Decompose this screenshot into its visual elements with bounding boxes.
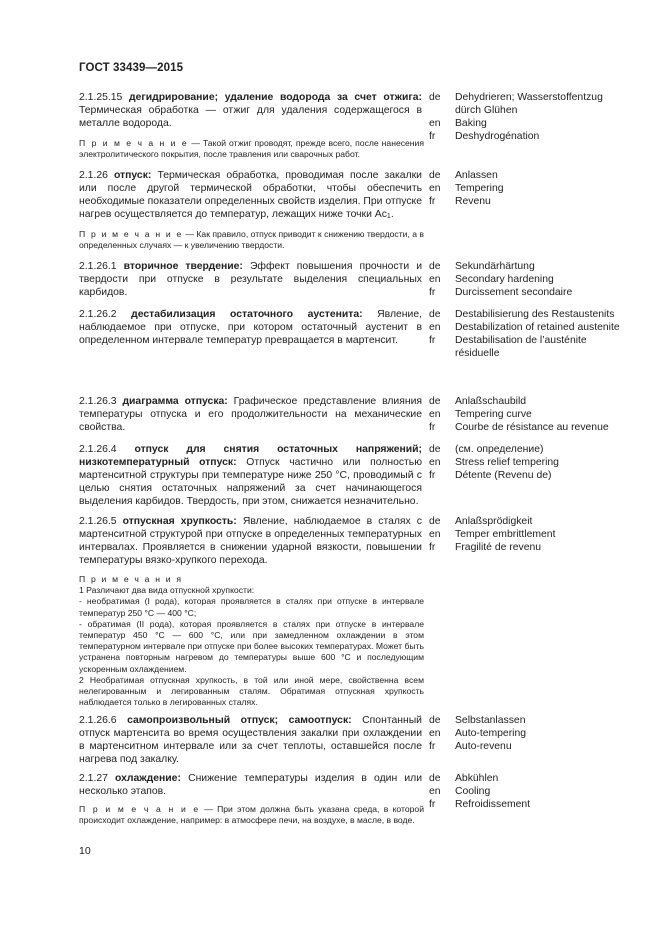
note	[79, 229, 424, 251]
term-title: дегидрирование; удаление водорода за счет отжига:	[129, 92, 422, 103]
term-entry-2-1-26-3	[79, 395, 619, 434]
lang-code-de: de	[429, 516, 441, 527]
lang-code-fr: fr	[429, 335, 436, 347]
translations	[429, 714, 629, 753]
lang-code-fr: fr	[429, 196, 436, 208]
term-title: самопроизвольный отпуск; самоотпуск:	[127, 715, 352, 726]
lang-code-fr: fr	[429, 131, 436, 143]
note-label: П р и м е ч а н и е	[79, 138, 189, 148]
translations	[429, 443, 629, 482]
note-item: 2 Необратимая отпускная хрупкость, в той или иной мере, свойственна всем нелегированным и легированным сталям. Обратимая отпускная хрупкость наблюдается только в легированных сталях.	[79, 674, 424, 708]
lang-code-en: en	[429, 529, 441, 541]
note-item: 1 Различают два вида отпускной хрупкости:	[79, 585, 255, 596]
term-title: дестабилизация остаточного аустенита:	[131, 309, 363, 320]
lang-code-en: en	[429, 274, 441, 286]
note-text: — Такой отжиг проводят, прежде всего, после нанесения электролитического покрытия, после травления или сварочных работ.	[79, 138, 424, 160]
translations	[429, 772, 629, 811]
note	[79, 804, 424, 826]
term-de: Abkühlen	[455, 773, 499, 784]
lang-code-fr: fr	[429, 287, 436, 299]
term-fr: Revenu	[455, 196, 491, 208]
note-item: - необратимая (I рода), которая проявляется в сталях при отпуске в интервале температур 250 °С — 400 °С;	[79, 596, 424, 618]
term-en: Auto-tempering	[455, 728, 527, 740]
term-number: 2.1.26.1	[79, 261, 117, 272]
lang-code-de: de	[429, 444, 441, 455]
lang-code-de: de	[429, 170, 441, 181]
note-label: П р и м е ч а н и е	[79, 804, 200, 814]
term-number: 2.1.26	[79, 170, 108, 181]
term-number: 2.1.26.5	[79, 516, 117, 527]
term-number: 2.1.26.4	[79, 444, 117, 455]
notes-heading: П р и м е ч а н и я	[79, 574, 183, 584]
term-en: Baking	[455, 118, 487, 130]
term-fr: Refroidissement	[455, 799, 531, 811]
definition-text: Графическое представление влияния температуры отпуска и его продолжительности на механические свойства.	[79, 396, 423, 434]
lang-code-fr: fr	[429, 741, 436, 753]
term-en: Tempering	[455, 183, 504, 195]
term-title: вторичное твердение:	[123, 261, 243, 272]
lang-code-de: de	[429, 715, 441, 726]
term-entry-2-1-26-6	[79, 714, 619, 766]
term-definition	[79, 772, 422, 798]
term-number: 2.1.26.6	[79, 715, 117, 726]
term-de: Anlaßschaubild	[455, 396, 527, 407]
lang-code-de: de	[429, 309, 441, 320]
term-definition	[79, 395, 422, 434]
definition-text: Снижение температуры изделия в один или несколько этапов.	[79, 773, 422, 798]
lang-code-fr: fr	[429, 470, 436, 482]
lang-code-fr: fr	[429, 542, 436, 554]
page-number: 10	[79, 845, 91, 857]
term-entry-2-1-26	[79, 169, 619, 223]
term-title: отпуск для снятия остаточных напряжений; низкотемпературный отпуск:	[79, 444, 422, 469]
translations	[429, 515, 629, 554]
term-de: Anlaßsprödigkeit	[455, 516, 533, 527]
term-de: Selbstanlassen	[455, 715, 526, 726]
term-en: Destabilization of retained austenite	[455, 322, 620, 334]
lang-code-en: en	[429, 409, 441, 421]
term-definition	[79, 260, 422, 299]
note-text: — При этом должна быть указана среда, в которой происходит охлаждение, например: в атмосфере печи, на воздухе, в масле, в воде.	[79, 804, 424, 826]
term-definition	[79, 169, 422, 223]
term-en: Cooling	[455, 786, 491, 798]
term-en: Secondary hardening	[455, 274, 554, 286]
term-number: 2.1.27	[79, 773, 108, 784]
definition-subscript: 1	[386, 213, 391, 221]
term-title: охлаждение:	[115, 773, 181, 784]
definition-text: Явление, наблюдаемое в сталях с мартенситной структурой при отпуске в определенных температурных интервалах. Проявляется в снижении ударной вязкости, повышении температуры вязко-хрупкого перехода.	[79, 516, 422, 567]
term-number: 2.1.26.3	[79, 396, 117, 407]
term-en: Temper embrittlement	[455, 529, 556, 541]
term-entry-2-1-26-2	[79, 308, 620, 360]
term-title: отпускная хрупкость:	[122, 516, 237, 527]
term-fr: Courbe de résistance au revenue	[455, 422, 609, 434]
note-text: — Как правило, отпуск приводит к снижению твердости, а в определенных случаях — к увеличению твердости.	[79, 229, 424, 251]
term-definition	[79, 443, 422, 508]
term-fr: Durcissement secondaire	[455, 287, 573, 299]
lang-code-en: en	[429, 728, 441, 740]
lang-code-en: en	[429, 118, 441, 130]
translations	[429, 308, 629, 360]
document-header: ГОСТ 33439—2015	[79, 62, 184, 74]
term-definition	[79, 515, 422, 567]
translations	[429, 169, 629, 208]
term-de: Sekundärhärtung	[455, 261, 535, 272]
lang-code-en: en	[429, 183, 441, 195]
term-de: (см. определение)	[455, 444, 544, 455]
term-entry-2-1-26-4	[79, 443, 619, 508]
term-definition	[79, 714, 422, 766]
note-label: П р и м е ч а н и е	[79, 229, 183, 239]
translations	[429, 91, 629, 143]
definition-text: Эффект повышения прочности и твердости при отпуске в результате выделения специальных карбидов.	[79, 261, 423, 299]
lang-code-en: en	[429, 786, 441, 798]
translations	[429, 395, 629, 434]
term-fr: Fragilité de revenu	[455, 542, 542, 554]
term-de: Destabilisierung des Restaustenits	[455, 309, 615, 320]
term-title: отпуск:	[113, 170, 152, 181]
definition-text: Явление, наблюдаемое при отпуске, при котором остаточный аустенит в определенном интервале температур превращается в мартенсит.	[79, 309, 422, 347]
definition-text: Отпуск частично или полностью мартенситной структуры при температуре ниже 250 °С, проводимый с целью снятия остаточных напряжений за счет начинающегося выделения карбидов. Твердость, при этом, снижается незначительно.	[79, 457, 423, 508]
lang-code-de: de	[429, 92, 441, 103]
term-fr: Auto-revenu	[455, 741, 512, 753]
term-en: Tempering curve	[455, 409, 532, 421]
term-entry-2-1-26-5	[79, 515, 619, 567]
term-fr: Destabilisation de l’austénite résiduelle	[455, 335, 587, 360]
lang-code-fr: fr	[429, 799, 436, 811]
term-definition	[79, 308, 422, 347]
term-entry-2-1-26-1	[79, 260, 619, 299]
definition-text: Термическая обработка, проводимая после закалки или после другой термической обработки, чтобы обеспечить необходимые показатели определенных свойств изделия. При отпуске нагрев осуществляется до температур, лежащих ниже точки Ас	[79, 170, 422, 221]
definition-text: Термическая обработка — отжиг для удаления содержащегося в металле водорода.	[79, 105, 422, 130]
translations	[429, 260, 629, 299]
lang-code-de: de	[429, 396, 441, 407]
term-en: Stress relief tempering	[455, 457, 559, 469]
lang-code-de: de	[429, 261, 441, 272]
term-fr: Détente (Revenu de)	[455, 470, 552, 482]
lang-code-en: en	[429, 457, 441, 469]
notes-block	[79, 574, 424, 708]
lang-code-en: en	[429, 322, 441, 334]
term-de: Dehydrieren; Wasserstoffentzug dürch Glühen	[455, 92, 603, 117]
term-number: 2.1.26.2	[79, 309, 117, 320]
term-number: 2.1.25.15	[79, 92, 123, 103]
term-fr: Deshydrogénation	[455, 131, 540, 143]
term-de: Anlassen	[455, 170, 498, 181]
lang-code-de: de	[429, 773, 441, 784]
term-definition	[79, 91, 422, 130]
term-title: диаграмма отпуска:	[122, 396, 228, 407]
note	[79, 138, 424, 160]
definition-text: Спонтанный отпуск мартенсита во время осуществления закалки при охлаждении в мартенситном интервале или за счет теплоты, оставшейся после нагрева под закалку.	[79, 715, 422, 766]
lang-code-fr: fr	[429, 422, 436, 434]
note-item: - обратимая (II рода), которая проявляется в сталях при отпуске в интервале температур 450 °С — 600 °С, или при замедленном охлаждении в этом температурном интервале при отпуске при более высоких температурах. Может быть устранена повторным нагревом до температуры выше 600 °С и последующим ускоренным охлаждением.	[79, 618, 424, 674]
definition-end: .	[390, 209, 394, 221]
